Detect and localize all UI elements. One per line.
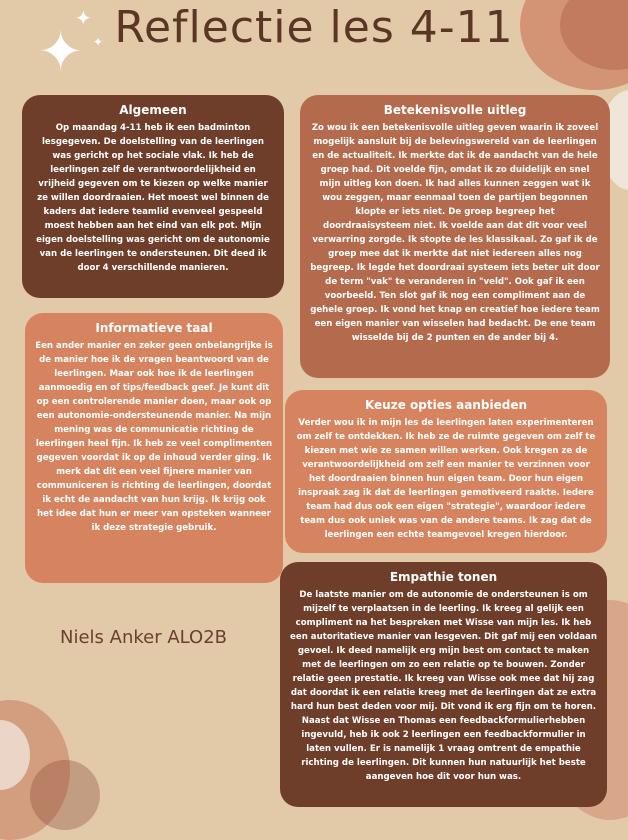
card-betekenisvolle-uitleg	[300, 95, 610, 378]
card-text: Op maandag 4-11 heb ik een badminton lesgegeven. De doelstelling van de leerlingen was gericht op het sociale vlak. Ik heb de leerlingen zelf de verantwoordelijkheid en vrijheid gegeven om te kiezen op welke manier ze willen doordraaien. Het moest wel binnen de kaders dat iedere teamlid evenveel gespeeld moest hebben aan het eind van elk pot. Mijn eigen doelstelling was gericht om de autonomie van de leerlingen te ondersteunen. Dit deed ik door 4 verschillende manieren.	[36, 123, 270, 273]
card-keuze-opties	[285, 390, 607, 553]
sparkle-icon: ✦	[75, 6, 92, 30]
card-text: Zo wou ik een betekenisvolle uitleg geven waarin ik zoveel mogelijk aansluit bij de belevingswereld van de leerlingen en de actualiteit. Ik merkte dat ik de aandacht van de hele groep had. Dit voelde fijn, omdat ik zo duidelijk en snel mijn uitleg kon doen. Ik had alles kunnen zeggen wat ik wou zeggen, maar eenmaal toen de partijen begonnen klopte er iets niet. De groep begreep het doordraaisysteem niet. Ik voelde aan dat dit voor veel verwarring zorgde. Ik stopte de les klassikaal. Zo gaf ik de groep mee dat ik merkte dat niet iedereen alles nog begreep. Ik legde het doordraai systeem iets beter uit door de term "vak" te veranderen in "veld". Ook gaf ik een voorbeeld. Ten slot gaf ik nog een compliment aan de gehele groep. Ik vond het knap en creatief hoe iedere team een eigen manier van wisselen had bedacht. De ene team wisselde bij de 2 punten en de ander bij 4.	[310, 123, 600, 343]
card-text: Een ander manier en zeker geen onbelangrijke is de manier hoe ik de vragen beantwoord van de leerlingen. Maar ook hoe ik de leerlingen aanmoedig en of tips/feedback geef. Je kunt dit op een controlerende manier doen, maar ook op een autonomie-ondersteunende manier. Na mijn mening was de communicatie richting de leerlingen heel fijn. Ik heb ze veel complimenten gegeven voordat ik op de inhoud verder ging. Ik merk dat dit een veel fijnere manier van communiceren is richting de leerlingen, doordat ik echt de aandacht van hun krijg. Ik krijg ook het idee dat hun er meer van opsteken wanneer ik deze strategie gebruik.	[35, 341, 273, 533]
author-name: Niels Anker ALO2B	[60, 627, 228, 648]
decorative-blob	[30, 760, 100, 830]
card-empathie-tonen	[280, 562, 607, 807]
card-heading: Keuze opties aanbieden	[364, 398, 528, 412]
card-heading: Betekenisvolle uitleg	[383, 103, 527, 117]
card-heading: Informatieve taal	[95, 321, 213, 335]
page-title: Reflectie les 4-11	[114, 2, 514, 53]
card-heading: Empathie tonen	[389, 570, 498, 584]
card-text: Verder wou ik in mijn les de leerlingen laten experimenteren om zelf te ontdekken. Ik heb ze de ruimte gegeven om zelf te kiezen met wie ze samen willen werken. Ook kregen ze de verantwoordelijkheid om zelf een manier te verzinnen voor het doordraaien binnen hun eigen team. Door hun eigen inspraak zag ik dat de leerlingen gemotiveerd raakte. Iedere team had dus ook een eigen "strategie", waardoor iedere team dus ook uniek was van de andere teams. Ik zag dat de leerlingen een echte teamgevoel kregen hierdoor.	[296, 418, 596, 540]
card-heading: Algemeen	[119, 103, 187, 117]
card-informatieve-taal	[25, 313, 283, 583]
card-text: De laatste manier om de autonomie de ondersteunen is om mijzelf te verplaatsen in de leerling. Ik kreeg al gelijk een compliment na het bespreken met Wisse van mijn les. Ik heb een autoritatieve manier van lesgeven. Dit gaf mij een voldaan gevoel. Ik deed namelijk erg mijn best om contact te maken met de leerlingen om zo een relatie op te bouwen. Zonder relatie geen prestatie. Ik kreeg van Wisse ook mee dat hij zag dat doordat ik een relatie kreeg met de leerlingen dat ze extra hard hun best deden voor mij. Dit vond ik erg fijn om te horen. Naast dat Wisse en Thomas een feedbackformulierhebben ingevuld, heb ik ook 2 leerlingen een feedbackformulier in laten vullen. Er is namelijk 1 vraag omtrent de empathie richting de leerlingen. Dit kunnen hun natuurlijk het beste aangeven hoe dit voor hun was.	[290, 590, 597, 782]
card-algemeen	[22, 95, 284, 298]
sparkle-icon: ✦	[93, 35, 104, 49]
sparkle-icon: ✦	[38, 20, 84, 83]
